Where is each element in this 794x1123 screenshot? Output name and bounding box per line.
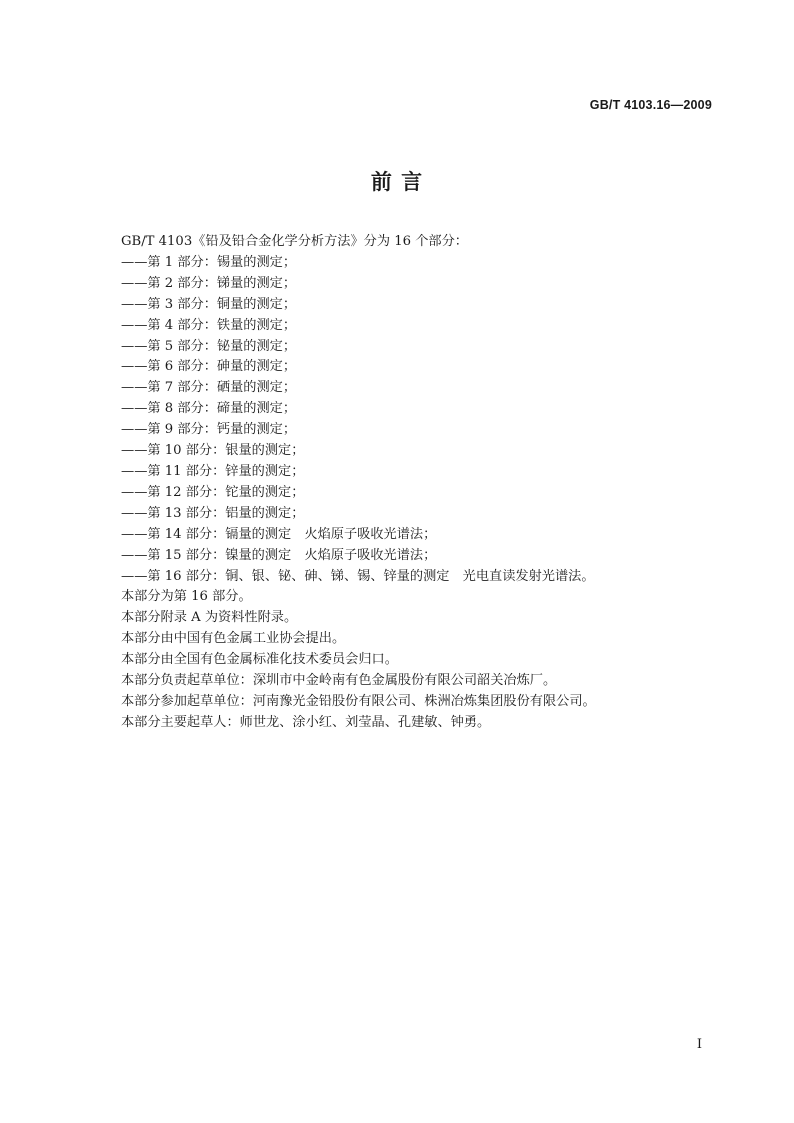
statement-line: 本部分参加起草单位：河南豫光金铅股份有限公司、株洲冶炼集团股份有限公司。 <box>121 693 596 709</box>
part-item: ——第 2 部分：锑量的测定； <box>121 275 297 291</box>
part-item: ——第 4 部分：铁量的测定； <box>121 317 297 333</box>
part-item: ——第 11 部分：锌量的测定； <box>121 463 305 479</box>
statement-line: 本部分负责起草单位：深圳市中金岭南有色金属股份有限公司韶关冶炼厂。 <box>121 673 557 689</box>
statement-line: 本部分为第 16 部分。 <box>121 589 252 605</box>
statement-line: 本部分由中国有色金属工业协会提出。 <box>121 631 346 647</box>
intro-line: GB/T 4103《铅及铅合金化学分析方法》分为 16 个部分： <box>121 234 468 249</box>
part-item: ——第 13 部分：铝量的测定； <box>121 505 305 521</box>
part-item: ——第 10 部分：银量的测定； <box>121 443 305 459</box>
standard-number: GB/T 4103.16—2009 <box>589 98 712 112</box>
part-item: ——第 1 部分：锡量的测定； <box>121 254 297 270</box>
part-item: ——第 6 部分：砷量的测定； <box>121 359 297 375</box>
part-item: ——第 3 部分：铜量的测定； <box>121 296 297 312</box>
part-item: ——第 7 部分：硒量的测定； <box>121 380 297 396</box>
part-item: ——第 8 部分：碲量的测定； <box>121 401 297 417</box>
page-title: 前 言 <box>370 170 424 194</box>
part-item: ——第 12 部分：铊量的测定； <box>121 484 305 500</box>
part-item: ——第 15 部分：镍量的测定 火焰原子吸收光谱法； <box>121 547 437 563</box>
part-item: ——第 16 部分：铜、银、铋、砷、锑、锡、锌量的测定 光电直读发射光谱法。 <box>121 568 595 584</box>
part-item: ——第 9 部分：钙量的测定； <box>121 422 297 438</box>
statement-line: 本部分由全国有色金属标准化技术委员会归口。 <box>121 652 398 668</box>
statement-line: 本部分附录 A 为资料性附录。 <box>121 610 298 626</box>
part-item: ——第 5 部分：铋量的测定； <box>121 338 297 354</box>
statement-line: 本部分主要起草人：师世龙、涂小红、刘莹晶、孔建敏、钟勇。 <box>121 714 491 730</box>
part-item: ——第 14 部分：镉量的测定 火焰原子吸收光谱法； <box>121 526 437 542</box>
foreword-body <box>121 232 701 734</box>
page-number: I <box>696 1037 702 1052</box>
